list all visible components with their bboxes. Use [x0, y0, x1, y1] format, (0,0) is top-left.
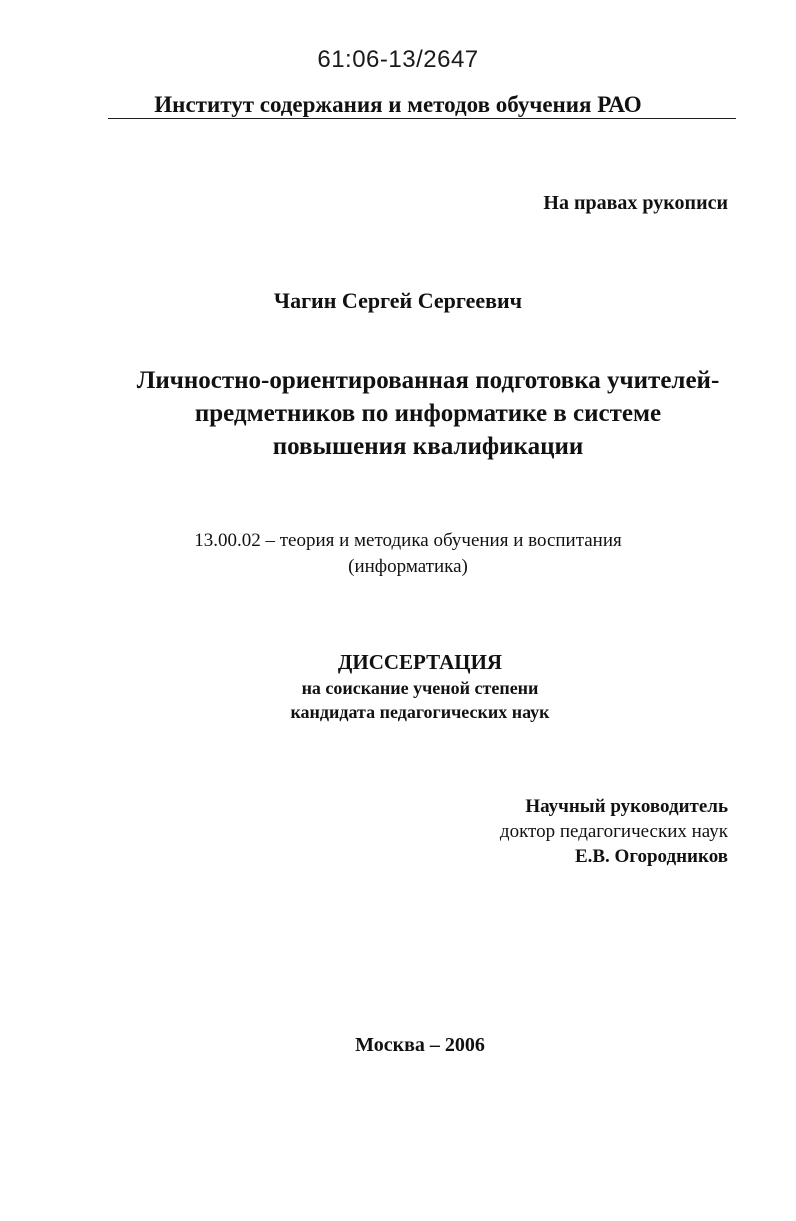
degree-purpose: на соискание ученой степени — [301, 678, 539, 698]
specialty-code-line: 13.00.02 – теория и методика обучения и воспитания — [194, 530, 622, 551]
catalog-code: 61:06-13/2647 — [317, 46, 479, 73]
title-line: повышения квалификации — [272, 433, 584, 460]
title-line: предметников по информатике в системе — [194, 400, 662, 427]
dissertation-title — [0, 364, 796, 463]
city-year: Москва – 2006 — [355, 1034, 485, 1056]
degree-name: кандидата педагогических наук — [290, 702, 550, 722]
rights-note: На правах рукописи — [543, 192, 728, 214]
specialty — [0, 528, 796, 580]
header-divider — [108, 118, 736, 119]
advisor-block — [500, 794, 728, 869]
title-line: Личностно-ориентированная подготовка учителей- — [136, 367, 720, 394]
dissertation-block — [0, 648, 796, 724]
advisor-degree: доктор педагогических наук — [499, 821, 728, 842]
author-name: Чагин Сергей Сергеевич — [273, 288, 523, 313]
dissertation-heading: ДИССЕРТАЦИЯ — [337, 650, 503, 674]
advisor-name: Е.В. Огородников — [574, 846, 728, 867]
institute-name: Институт содержания и методов обучения РАО — [154, 92, 642, 117]
advisor-label: Научный руководитель — [525, 796, 728, 817]
specialty-field-line: (информатика) — [348, 556, 468, 577]
